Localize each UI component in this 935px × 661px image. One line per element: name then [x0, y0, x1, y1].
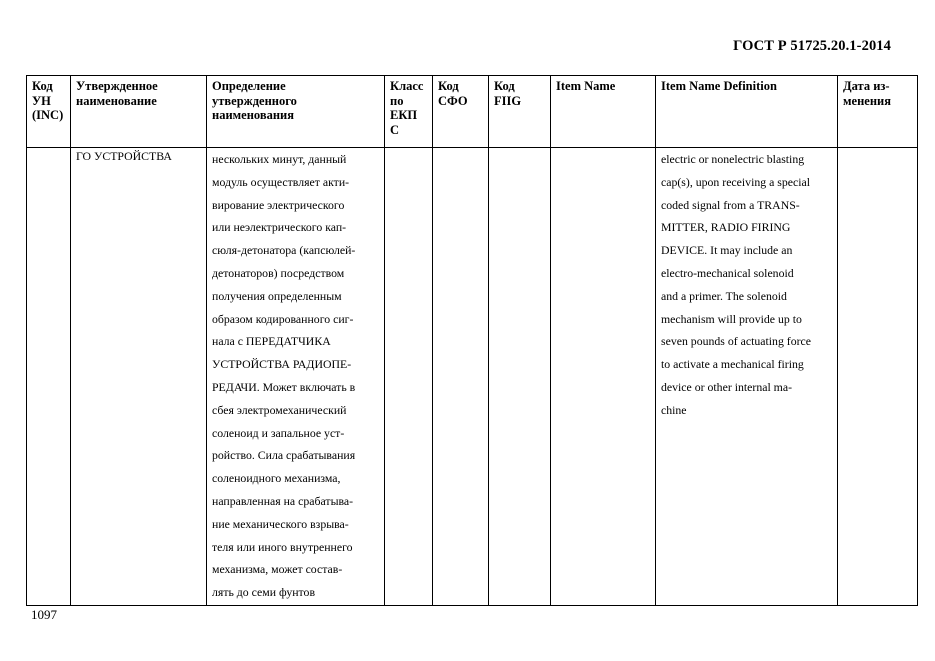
- page-number: 1097: [31, 607, 57, 622]
- column-header-line: (INC): [32, 108, 64, 122]
- text-line: вирование электрического: [212, 197, 345, 212]
- text-line: and a primer. The solenoid: [661, 288, 787, 303]
- cell-item-name: [551, 148, 656, 606]
- column-header-item-name-definition: [656, 76, 838, 148]
- column-header-line: по: [390, 93, 404, 108]
- column-header-line: ЕКП: [390, 108, 418, 122]
- text-line: направленная на срабатыва-: [212, 493, 354, 508]
- column-header-line: наименования: [212, 108, 295, 122]
- text-line: детонаторов) посредством: [212, 265, 345, 280]
- cell-inc: [27, 148, 71, 606]
- text-line: РЕДАЧИ. Может включать в: [212, 379, 356, 394]
- cell-item-name-definition: [656, 148, 838, 606]
- item-name-definition-text: [661, 148, 837, 422]
- column-header-line: Утвержденное: [76, 79, 158, 93]
- text-line: electro-mechanical solenoid: [661, 265, 794, 280]
- text-line: сюля-детонатора (капсюлей-: [212, 243, 356, 258]
- column-header-item-name: [551, 76, 656, 148]
- text-line: cap(s), upon receiving a special: [661, 174, 811, 189]
- text-line: или неэлектрического кап-: [212, 220, 347, 235]
- column-header-sfo: [433, 76, 489, 148]
- text-line: образом кодированного сиг-: [212, 311, 354, 326]
- text-line: соленоидного механизма,: [212, 471, 341, 486]
- cell-change-date: [838, 148, 918, 606]
- cell-class: [385, 148, 433, 606]
- text-line: device or other internal ma-: [661, 379, 793, 394]
- cell-approved-name: ГО УСТРОЙСТВА: [71, 148, 207, 606]
- column-header-line: Item Name: [556, 79, 616, 93]
- definition-text: [212, 148, 384, 604]
- column-header-line: СФО: [438, 93, 468, 108]
- document-standard-number: ГОСТ Р 51725.20.1-2014: [733, 38, 891, 54]
- cell-definition: [207, 148, 385, 606]
- text-line: лять до семи фунтов: [212, 585, 316, 600]
- text-line: УСТРОЙСТВА РАДИОПЕ-: [212, 357, 352, 372]
- column-header-line: FIIG: [494, 93, 522, 108]
- text-line: ние механического взрыва-: [212, 516, 349, 531]
- text-line: MITTER, RADIO FIRING: [661, 220, 791, 235]
- text-line: механизма, может состав-: [212, 562, 343, 577]
- text-line: нескольких минут, данный: [212, 152, 347, 166]
- table-row: [27, 148, 918, 606]
- column-header-class: [385, 76, 433, 148]
- column-header-line: Код: [438, 79, 459, 93]
- text-line: chine: [661, 402, 687, 417]
- cell-fiig: [489, 148, 551, 606]
- column-header-inc: [27, 76, 71, 148]
- column-header-line: УН: [32, 93, 51, 108]
- text-line: seven pounds of actuating force: [661, 334, 812, 349]
- column-header-line: менения: [843, 93, 891, 108]
- item-name-table: [26, 75, 918, 606]
- column-header-line: С: [390, 122, 400, 137]
- column-header-line: Код: [494, 79, 515, 93]
- column-header-line: Определение: [212, 79, 286, 93]
- text-line: coded signal from a TRANS-: [661, 197, 800, 212]
- text-line: to activate a mechanical firing: [661, 357, 804, 372]
- column-header-line: Класс: [390, 79, 424, 93]
- table-header-row: [27, 76, 918, 148]
- column-header-line: Код: [32, 79, 53, 93]
- text-line: сбея электромеханический: [212, 402, 347, 417]
- column-header-fiig: [489, 76, 551, 148]
- column-header-change-date: [838, 76, 918, 148]
- text-line: mechanism will provide up to: [661, 311, 802, 326]
- column-header-line: Дата из-: [843, 79, 890, 93]
- text-line: соленоид и запальное уст-: [212, 425, 345, 440]
- text-line: получения определенным: [212, 288, 342, 303]
- column-header-approved-name: [71, 76, 207, 148]
- text-line: нала с ПЕРЕДАТЧИКА: [212, 334, 331, 349]
- text-line: electric or nonelectric blasting: [661, 152, 805, 166]
- column-header-line: наименование: [76, 93, 157, 108]
- text-line: ройство. Сила срабатывания: [212, 448, 356, 463]
- column-header-line: утвержденного: [212, 93, 297, 108]
- text-line: DEVICE. It may include an: [661, 243, 793, 258]
- text-line: теля или иного внутреннего: [212, 539, 353, 554]
- column-header-line: Item Name Definition: [661, 79, 777, 93]
- text-line: модуль осуществляет акти-: [212, 174, 350, 189]
- column-header-definition: [207, 76, 385, 148]
- cell-sfo: [433, 148, 489, 606]
